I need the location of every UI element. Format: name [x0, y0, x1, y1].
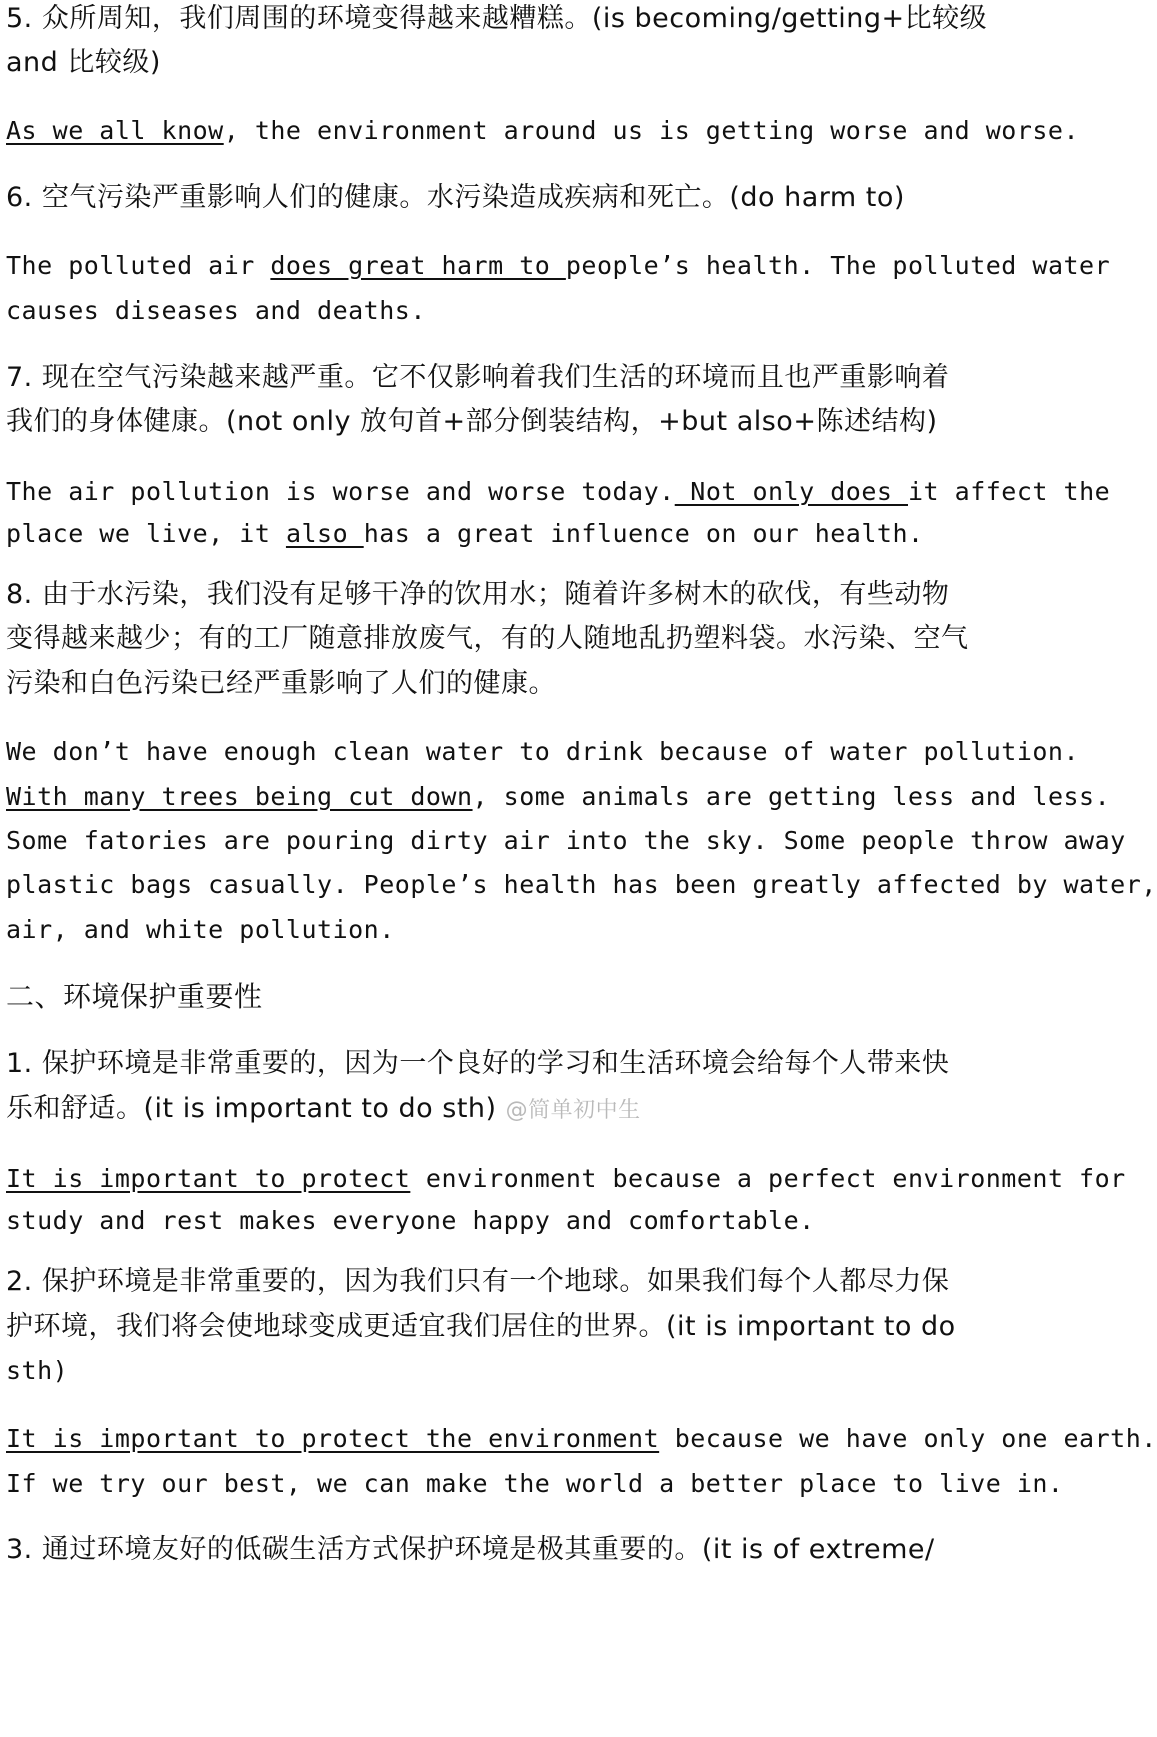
item-7-underlined-phrase-1: Not only does — [674, 477, 908, 506]
section-item-2-english-line-2: If we try our best, we can make the world a better place to live in. — [6, 1469, 1064, 1498]
item-7-english-part-1: The air pollution is worse and worse today. — [6, 477, 675, 506]
section-item-1-chinese-line-2 — [6, 1092, 1074, 1128]
item-6-english-line-2: causes diseases and deaths. — [6, 296, 426, 325]
item-8-chinese-line-3: 污染和白色污染已经严重影响了人们的健康。 — [6, 668, 556, 699]
item-6-english-part-1: The polluted air — [6, 251, 271, 280]
item-8-english-line-1: We don’t have enough clean water to drink because of water pollution. — [6, 737, 1080, 766]
item-5-english-line — [6, 114, 1080, 148]
section-item-2-chinese-line-3: sth) — [6, 1356, 69, 1385]
item-8-chinese-line-2: 变得越来越少；有的工厂随意排放废气，有的人随地乱扔塑料袋。水污染、空气 — [6, 623, 969, 654]
item-6-underlined-phrase: does great harm to — [270, 251, 566, 280]
item-7-english-part-4: has a great influence on our health. — [363, 519, 924, 548]
section-item-1-english-line-2: study and rest makes everyone happy and comfortable. — [6, 1206, 815, 1235]
item-7-english-part-3: place we live, it — [6, 519, 286, 548]
section-heading: 二、环境保护重要性 — [6, 980, 263, 1013]
section-item-2-english-rest: because we have only one earth. — [659, 1424, 1157, 1453]
item-8-english-line-2 — [6, 780, 1111, 814]
section-item-2-chinese-line-2: 护环境，我们将会使地球变成更适宜我们居住的世界。(it is important to do — [6, 1311, 956, 1342]
section-item-1-underlined-phrase: It is important to protect — [6, 1164, 411, 1193]
item-7-underlined-phrase-2: also — [285, 519, 364, 548]
section-item-3-chinese-line-1: 3. 通过环境友好的低碳生活方式保护环境是极其重要的。(it is of extreme/ — [6, 1534, 935, 1565]
item-5-chinese-line-1: 5. 众所周知，我们周围的环境变得越来越糟糕。(is becoming/getting+比较级 — [6, 3, 988, 34]
item-6-english-part-2: people’s health. The polluted water — [565, 251, 1111, 280]
item-6-chinese-line-1: 6. 空气污染严重影响人们的健康。水污染造成疾病和死亡。(do harm to) — [6, 182, 905, 213]
item-6-english-line-1 — [6, 249, 1111, 283]
item-7-english-line-1 — [6, 475, 1111, 509]
section-item-1-chinese-text: 乐和舒适。(it is important to do sth) — [6, 1093, 497, 1124]
item-8-underlined-phrase: With many trees being cut down — [6, 782, 473, 811]
section-item-1-english-line-1 — [6, 1162, 1126, 1196]
item-8-english-line-4: plastic bags casually. People’s health has been greatly affected by water, — [6, 870, 1157, 899]
section-item-2-underlined-phrase: It is important to protect the environment — [6, 1424, 660, 1453]
section-item-2-chinese-line-1: 2. 保护环境是非常重要的，因为我们只有一个地球。如果我们每个人都尽力保 — [6, 1266, 950, 1297]
item-7-chinese-line-2: 我们的身体健康。(not only 放句首+部分倒装结构，+but also+陈述结构) — [6, 406, 938, 437]
item-7-chinese-line-1: 7. 现在空气污染越来越严重。它不仅影响着我们生活的环境而且也严重影响着 — [6, 362, 950, 393]
item-5-english-rest: , the environment around us is getting worse and worse. — [223, 116, 1080, 145]
section-item-1-english-rest: environment because a perfect environment for — [410, 1164, 1126, 1193]
item-8-english-line-3: Some fatories are pouring dirty air into the sky. Some people throw away — [6, 826, 1126, 855]
section-item-1-chinese-line-1: 1. 保护环境是非常重要的，因为一个良好的学习和生活环境会给每个人带来快 — [6, 1048, 950, 1079]
item-8-english-line-5: air, and white pollution. — [6, 915, 395, 944]
watermark: @简单初中生 — [505, 1098, 641, 1123]
item-5-chinese-line-2: and 比较级) — [6, 47, 161, 78]
item-5-underlined-phrase: As we all know — [6, 116, 224, 145]
item-7-english-line-2 — [6, 517, 1074, 551]
section-item-2-english-line-1 — [6, 1422, 1157, 1456]
item-8-english-rest: , some animals are getting less and less. — [472, 782, 1111, 811]
item-7-english-part-2: it affect the — [908, 477, 1111, 506]
item-8-chinese-line-1: 8. 由于水污染，我们没有足够干净的饮用水；随着许多树木的砍伐，有些动物 — [6, 579, 950, 610]
